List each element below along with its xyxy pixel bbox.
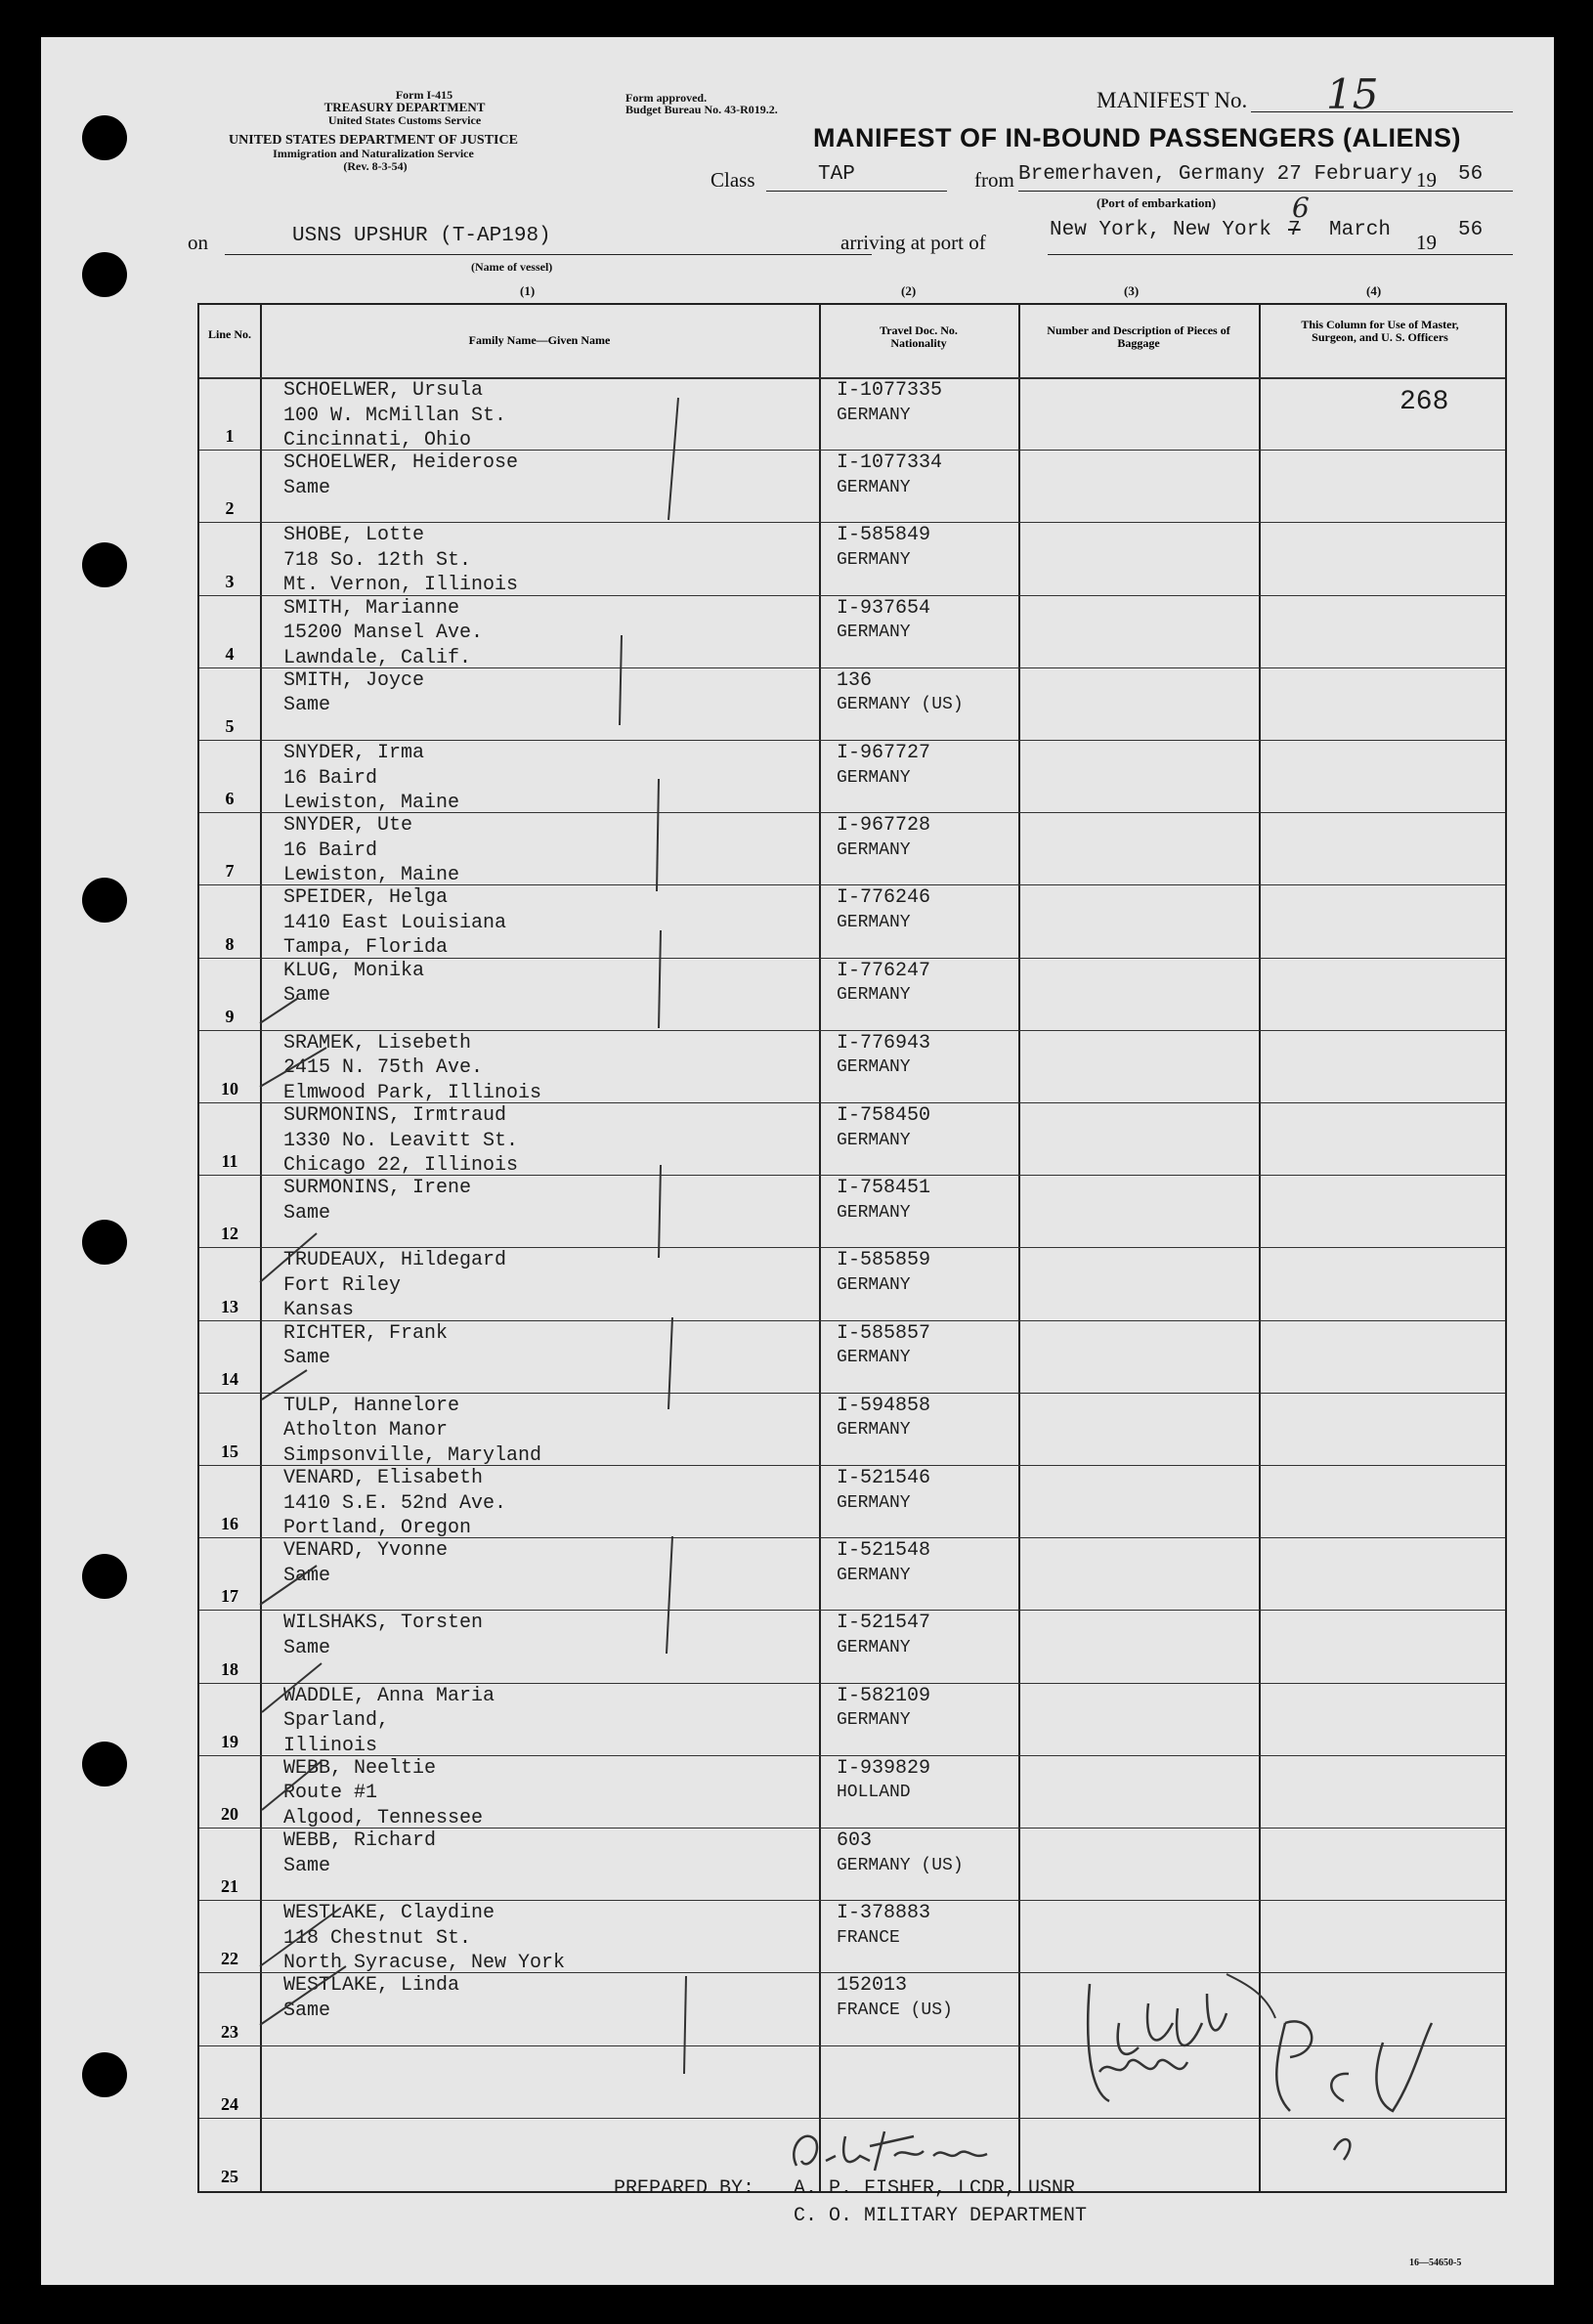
header-name: Family Name—Given Name (468, 333, 611, 347)
nationality: GERMANY (837, 1420, 911, 1441)
nationality: GERMANY (837, 1130, 911, 1150)
passenger-address: Portland, Oregon (283, 1517, 472, 1539)
line-number: 8 (225, 933, 235, 954)
passenger-name: SHOBE, Lotte (283, 524, 425, 547)
travel-doc-number: I-378883 (837, 1902, 931, 1925)
passenger-address: Kansas (283, 1299, 355, 1322)
passenger-address: Lawndale, Calif. (283, 646, 472, 669)
prepared-by-dept: C. O. MILITARY DEPARTMENT (794, 2205, 1088, 2227)
treasury-dept: TREASURY DEPARTMENT (323, 100, 486, 114)
class-label: Class (710, 168, 755, 192)
port-embark-caption: (Port of embarkation) (1097, 195, 1217, 210)
passenger-name: SCHOELWER, Ursula (283, 379, 484, 402)
passenger-name: SNYDER, Irma (283, 742, 425, 764)
line-number: 22 (221, 1949, 238, 1969)
col-num-1: (1) (520, 283, 536, 298)
prepared-by-label: PREPARED BY: (614, 2177, 755, 2200)
manifest-number: 15 (1326, 70, 1379, 118)
passenger-name: SRAMEK, Lisebeth (283, 1031, 472, 1054)
passenger-name: SMITH, Marianne (283, 596, 460, 620)
arrival-year: 56 (1458, 219, 1484, 241)
nationality: FRANCE (837, 1927, 900, 1948)
travel-doc-number: I-1077335 (837, 379, 943, 402)
travel-doc-number: I-582109 (837, 1684, 931, 1707)
passenger-name: WESTLAKE, Linda (283, 1974, 460, 1998)
print-code: 16—54650-5 (1409, 2258, 1462, 2268)
line-number: 14 (221, 1368, 238, 1389)
passenger-address: Mt. Vernon, Illinois (283, 574, 519, 597)
arrival-day-struck: 7 (1288, 219, 1301, 241)
embarkation-port: Bremerhaven, Germany 27 February (1018, 163, 1413, 186)
on-label: on (188, 231, 208, 254)
binder-hole (82, 542, 127, 587)
passenger-name: SURMONINS, Irene (283, 1177, 472, 1200)
from-year-prefix: 19 (1416, 168, 1437, 192)
travel-doc-number: I-758450 (837, 1104, 931, 1127)
nationality: GERMANY (837, 1202, 911, 1223)
nationality: GERMANY (837, 405, 911, 425)
line-number: 17 (221, 1586, 238, 1607)
passenger-address: Sparland, (283, 1709, 390, 1733)
binder-hole (82, 115, 127, 160)
line-number: 9 (225, 1006, 235, 1026)
officer-note: 268 (1399, 387, 1449, 417)
nationality: GERMANY (837, 1057, 911, 1078)
binder-hole (82, 2052, 127, 2097)
passenger-address: 2415 N. 75th Ave. (283, 1056, 484, 1080)
arrival-month: March (1329, 219, 1392, 241)
line-number: 13 (221, 1296, 238, 1316)
passenger-address: Chicago 22, Illinois (283, 1154, 519, 1177)
prepared-by-name: A. P. FISHER, LCDR, USNR (794, 2177, 1076, 2200)
passenger-address: Same (283, 1854, 331, 1877)
check-marks (199, 305, 1505, 2191)
arrival-year-prefix: 19 (1416, 231, 1437, 254)
passenger-name: WADDLE, Anna Maria (283, 1684, 495, 1707)
nationality: GERMANY (US) (837, 1855, 964, 1875)
ins-service: Immigration and Naturalization Service (273, 147, 474, 160)
nationality: GERMANY (837, 477, 911, 497)
passenger-name: SMITH, Joyce (283, 668, 425, 692)
line-number: 23 (221, 2021, 238, 2042)
travel-doc-number: I-521547 (837, 1612, 931, 1635)
line-number: 11 (221, 1151, 238, 1172)
passenger-name: WILSHAKS, Torsten (283, 1612, 484, 1635)
nationality: GERMANY (837, 1565, 911, 1585)
passenger-address: Elmwood Park, Illinois (283, 1081, 542, 1104)
travel-doc-number: I-776247 (837, 959, 931, 982)
passenger-address: 16 Baird (283, 839, 378, 862)
passenger-address: Same (283, 1636, 331, 1659)
line-number: 6 (225, 789, 235, 809)
passenger-name: VENARD, Elisabeth (283, 1467, 484, 1489)
passenger-name: VENARD, Yvonne (283, 1539, 449, 1563)
header-baggage: Number and Description of Pieces of Baggage (1047, 323, 1230, 350)
col-num-4: (4) (1366, 283, 1382, 298)
travel-doc-number: I-758451 (837, 1177, 931, 1200)
line-number: 19 (221, 1731, 238, 1751)
passenger-address: 1330 No. Leavitt St. (283, 1129, 519, 1152)
arrival-day-corrected: 6 (1292, 192, 1310, 224)
passenger-address: 118 Chestnut St. (283, 1926, 472, 1950)
binder-hole (82, 1554, 127, 1599)
passenger-name: WEBB, Richard (283, 1829, 437, 1852)
customs-service: United States Customs Service (327, 113, 482, 127)
passenger-name: SPEIDER, Helga (283, 886, 449, 910)
page-title: MANIFEST OF IN-BOUND PASSENGERS (ALIENS) (813, 123, 1462, 152)
passenger-address: Same (283, 476, 331, 499)
line-number: 16 (221, 1514, 238, 1534)
col-num-3: (3) (1124, 283, 1140, 298)
nationality: GERMANY (837, 1492, 911, 1513)
passenger-name: SNYDER, Ute (283, 814, 413, 838)
line-number: 1 (225, 426, 235, 447)
passenger-address: 718 So. 12th St. (283, 548, 472, 572)
nationality: GERMANY (837, 1348, 911, 1368)
passenger-address: 100 W. McMillan St. (283, 404, 507, 427)
class-value: TAP (818, 163, 855, 186)
travel-doc-number: I-585857 (837, 1321, 931, 1345)
line-number: 10 (221, 1079, 238, 1098)
passenger-address: Simpsonville, Maryland (283, 1443, 542, 1467)
vessel-name: USNS UPSHUR (T-AP198) (292, 225, 551, 247)
nationality: GERMANY (837, 912, 911, 932)
travel-doc-number: 136 (837, 668, 873, 692)
passenger-address: Lewiston, Maine (283, 792, 460, 814)
travel-doc-number: I-585849 (837, 524, 931, 547)
binder-hole (82, 878, 127, 923)
passenger-address: Atholton Manor (283, 1419, 449, 1442)
travel-doc-number: I-937654 (837, 596, 931, 620)
travel-doc-number: I-967727 (837, 742, 931, 764)
nationality: GERMANY (837, 1710, 911, 1731)
line-number: 18 (221, 1658, 238, 1679)
line-number: 20 (221, 1804, 238, 1824)
line-number: 3 (225, 571, 235, 591)
nationality: HOLLAND (837, 1783, 911, 1803)
binder-hole (82, 1220, 127, 1265)
travel-doc-number: I-1077334 (837, 452, 943, 475)
from-label: from (974, 168, 1014, 192)
line-number: 25 (221, 2167, 238, 2186)
passenger-address: 1410 East Louisiana (283, 911, 507, 934)
nationality: GERMANY (837, 1274, 911, 1295)
header-travel-doc: Travel Doc. No. Nationality (880, 323, 958, 350)
nationality: GERMANY (837, 623, 911, 643)
signature (777, 2117, 1031, 2185)
form-number: Form I-415 (395, 88, 453, 102)
line-number: 2 (225, 498, 235, 519)
passenger-name: WEBB, Neeltie (283, 1756, 437, 1780)
nationality: GERMANY (837, 839, 911, 860)
passenger-address: Cincinnati, Ohio (283, 429, 472, 452)
passenger-address: Same (283, 984, 331, 1008)
passenger-name: SCHOELWER, Heiderose (283, 452, 519, 475)
justice-dept: UNITED STATES DEPARTMENT OF JUSTICE (229, 133, 518, 148)
travel-doc-number: I-585859 (837, 1249, 931, 1272)
vessel-caption: (Name of vessel) (471, 260, 553, 274)
nationality: GERMANY (837, 767, 911, 788)
travel-doc-number: I-521548 (837, 1539, 931, 1563)
travel-doc-number: I-521546 (837, 1467, 931, 1489)
arrival-port: New York, New York (1050, 219, 1271, 241)
passenger-address: 1410 S.E. 52nd Ave. (283, 1491, 507, 1515)
passenger-address: Fort Riley (283, 1273, 402, 1297)
passenger-address: Same (283, 1564, 331, 1587)
line-number: 5 (225, 716, 235, 736)
nationality: GERMANY (837, 1637, 911, 1657)
passenger-address: Same (283, 1999, 331, 2022)
nationality: GERMANY (US) (837, 695, 964, 715)
travel-doc-number: 603 (837, 1829, 873, 1852)
nationality: GERMANY (837, 985, 911, 1006)
passenger-address: Same (283, 694, 331, 717)
passenger-address: Algood, Tennessee (283, 1806, 484, 1829)
arriving-label: arriving at port of (840, 231, 986, 254)
nationality: FRANCE (US) (837, 2000, 953, 2020)
passenger-address: Same (283, 1347, 331, 1370)
line-number: 24 (221, 2093, 238, 2114)
revision: (Rev. 8-3-54) (343, 159, 408, 173)
line-number: 4 (225, 643, 235, 664)
header-officers: This Column for Use of Master, Surgeon, and U. S. Officers (1301, 318, 1459, 344)
handwritten-notes (1080, 1964, 1490, 2179)
travel-doc-number: I-939829 (837, 1756, 931, 1780)
nationality: GERMANY (837, 549, 911, 570)
from-year: 56 (1458, 163, 1484, 186)
passenger-name: RICHTER, Frank (283, 1321, 449, 1345)
passenger-name: WESTLAKE, Claydine (283, 1902, 495, 1925)
passenger-address: Tampa, Florida (283, 936, 449, 960)
passenger-name: SURMONINS, Irmtraud (283, 1104, 507, 1127)
line-number: 7 (225, 861, 235, 882)
passenger-address: Same (283, 1201, 331, 1225)
passenger-address: Illinois (283, 1734, 378, 1757)
binder-hole (82, 252, 127, 297)
line-number: 12 (221, 1224, 238, 1244)
passenger-address: 16 Baird (283, 766, 378, 790)
manifest-no-label: MANIFEST No. (1097, 88, 1248, 112)
line-number: 21 (221, 1876, 238, 1897)
line-number: 15 (221, 1442, 238, 1461)
travel-doc-number: 152013 (837, 1974, 908, 1998)
passenger-name: TULP, Hannelore (283, 1394, 460, 1417)
travel-doc-number: I-776943 (837, 1031, 931, 1054)
form-approved: Form approved. (625, 91, 708, 105)
travel-doc-number: I-967728 (837, 814, 931, 838)
col-num-2: (2) (901, 283, 917, 298)
travel-doc-number: I-594858 (837, 1394, 931, 1417)
passenger-address: 15200 Mansel Ave. (283, 622, 484, 645)
budget-bureau: Budget Bureau No. 43-R019.2. (625, 103, 778, 116)
passenger-name: KLUG, Monika (283, 959, 425, 982)
travel-doc-number: I-776246 (837, 886, 931, 910)
passenger-table (197, 303, 1507, 2193)
passenger-address: Lewiston, Maine (283, 864, 460, 887)
passenger-name: TRUDEAUX, Hildegard (283, 1249, 507, 1272)
passenger-address: North Syracuse, New York (283, 1952, 566, 1975)
passenger-address: Route #1 (283, 1782, 378, 1805)
header-line-no: Line No. (207, 327, 251, 341)
binder-hole (82, 1742, 127, 1786)
